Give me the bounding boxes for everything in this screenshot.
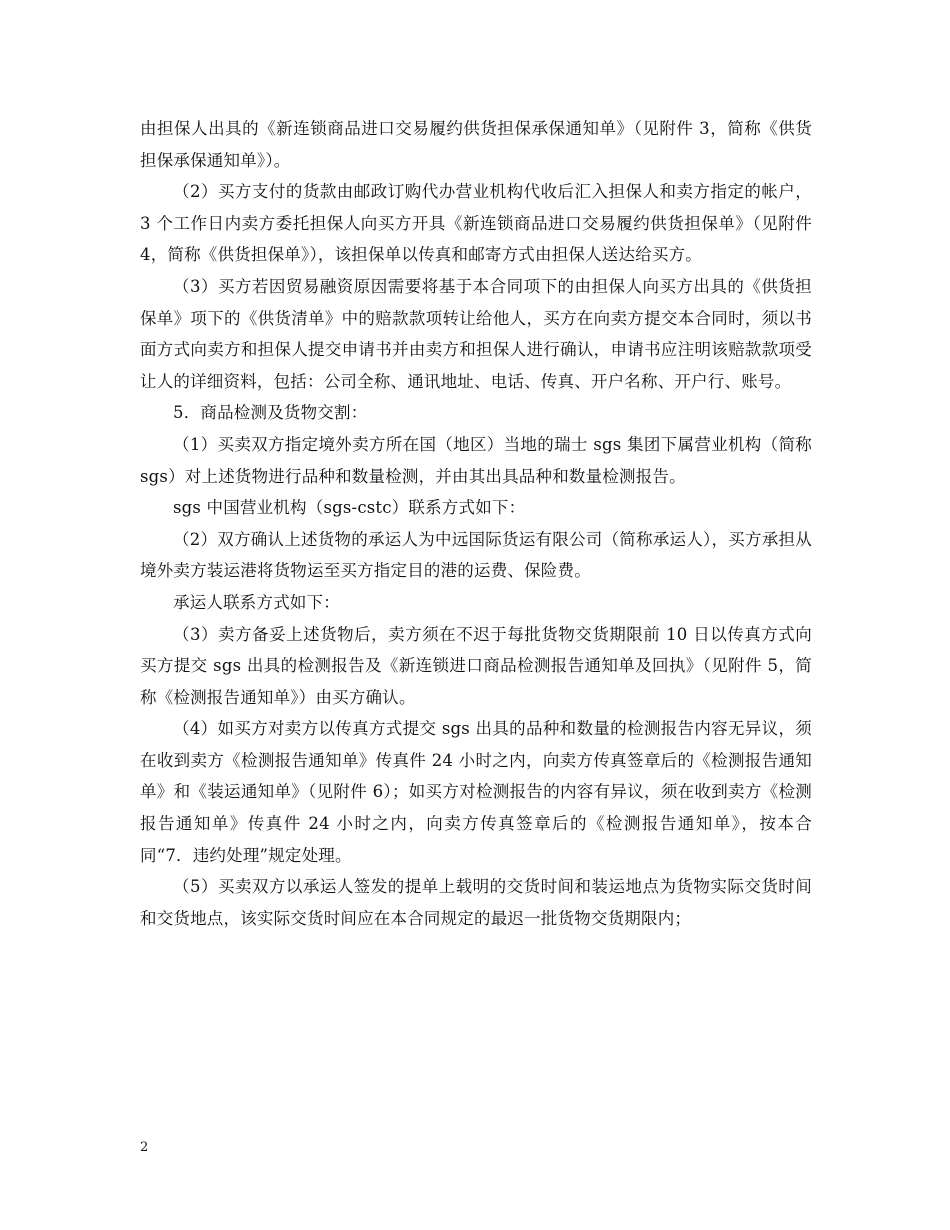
page-number: 2: [140, 1140, 149, 1155]
paragraph-sgs-contact: sgs 中国营业机构（sgs-cstc）联系方式如下：: [173, 498, 526, 518]
paragraph-item-2: （2）买方支付的货款由邮政订购代办营业机构代收后汇入担保人和卖方指定的帐户，3 个工作日内卖方委托担保人向买方开具《新连锁商品进口交易履约供货担保单》（见附件 4，简称《供货担保单》），该担保单以传真和邮寄方式由担保人送达给买方。: [140, 182, 812, 265]
paragraph-inspection-2: （2）双方确认上述货物的承运人为中远国际货运有限公司（简称承运人），买方承担从境外卖方装运港将货物运至买方指定目的港的运费、保险费。: [140, 529, 812, 581]
paragraph-continuation: 由担保人出具的《新连锁商品进口交易履约供货担保承保通知单》（见附件 3，简称《供货担保承保通知单》）。: [140, 119, 812, 170]
paragraph-inspection-3: （3）卖方备妥上述货物后，卖方须在不迟于每批货物交货期限前 10 日以传真方式向买方提交 sgs 出具的检测报告及《新连锁进口商品检测报告通知单及回执》（见附件 5，简称《检测报告通知单》）由买方确认。: [140, 624, 812, 707]
paragraph-inspection-1: （1）买卖双方指定境外卖方所在国（地区）当地的瑞士 sgs 集团下属营业机构（简称 sgs）对上述货物进行品种和数量检测，并由其出具品种和数量检测报告。: [140, 434, 812, 486]
document-body: [140, 113, 812, 934]
section-heading-5: 5．商品检测及货物交割：: [173, 403, 368, 423]
paragraph-inspection-5: （5）买卖双方以承运人签发的提单上载明的交货时间和装运地点为货物实际交货时间和交货地点，该实际交货时间应在本合同规定的最迟一批货物交货期限内；: [140, 877, 812, 928]
paragraph-item-3: （3）买方若因贸易融资原因需要将基于本合同项下的由担保人向买方出具的《供货担保单》项下的《供货清单》中的赔款款项转让给他人，买方在向卖方提交本合同时，须以书面方式向卖方和担保人提交申请书并由卖方和担保人进行确认，申请书应注明该赔款款项受让人的详细资料，包括：公司全称、通讯地址、电话、传真、开户名称、开户行、账号。: [140, 276, 812, 391]
paragraph-carrier-contact: 承运人联系方式如下：: [173, 592, 340, 612]
paragraph-inspection-4: （4）如买方对卖方以传真方式提交 sgs 出具的品种和数量的检测报告内容无异议，须在收到卖方《检测报告通知单》传真件 24 小时之内，向卖方传真签章后的《检测报告通知单》和《装运通知单》（见附件 6）；如买方对检测报告的内容有异议，须在收到卖方《检测报告通知单》传真件 24 小时之内，向卖方传真签章后的《检测报告通知单》，按本合同“7．违约处理”规定处理。: [140, 719, 812, 865]
